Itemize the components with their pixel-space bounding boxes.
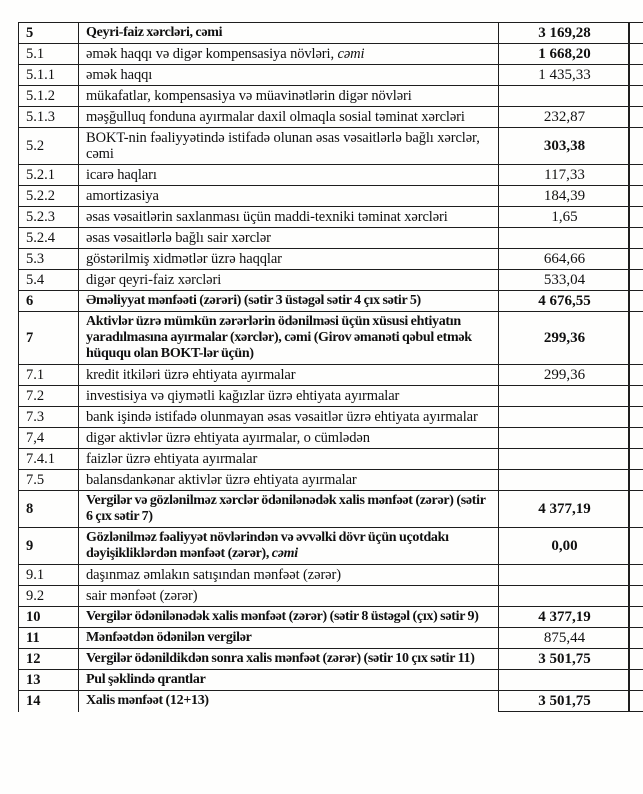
table-row [19, 207, 643, 228]
description-text: digər aktivlər üzrə ehtiyata ayırmalar, o cümlədən [86, 430, 370, 446]
description-text: bank işində istifadə olunmayan əsas vəsaitlər üzrə ehtiyata ayırmalar [86, 409, 478, 425]
row-amount-cell [499, 386, 643, 407]
row-amount-cell [499, 670, 643, 691]
row-amount-cell: 1,65 [499, 207, 643, 228]
row-number-cell: 7.1 [19, 365, 79, 386]
table-row [19, 449, 643, 470]
description-text: Vergilər və gözlənilməz xərclər ödənilənədək xalis mənfəət (zərər) (sətir 6 çıx sətir 7) [86, 493, 486, 524]
description-text: Vergilər ödənilənədək xalis mənfəət (zərər) (sətir 8 üstəgəl (çıx) sətir 9) [86, 609, 479, 624]
row-number-cell: 7.4.1 [19, 449, 79, 470]
row-number-cell: 5.1.2 [19, 86, 79, 107]
row-description-cell [79, 670, 499, 691]
row-amount-cell [499, 407, 643, 428]
row-number-cell: 9 [19, 528, 79, 565]
description-text: sair mənfəət (zərər) [86, 588, 198, 604]
description-text: Vergilər ödənildikdən sonra xalis mənfəət (zərər) (sətir 10 çıx sətir 11) [86, 651, 475, 666]
table-row [19, 165, 643, 186]
row-number-cell: 5.1.3 [19, 107, 79, 128]
row-amount-cell: 299,36 [499, 312, 643, 365]
row-description-cell [79, 586, 499, 607]
row-description-cell [79, 386, 499, 407]
table-row [19, 491, 643, 528]
table-row [19, 628, 643, 649]
row-amount-cell: 3 501,75 [499, 691, 643, 712]
description-text: daşınmaz əmlakın satışından mənfəət (zərər) [86, 567, 341, 583]
table-row [19, 528, 643, 565]
row-amount-cell: 4 377,19 [499, 491, 643, 528]
table-row [19, 65, 643, 86]
table-row [19, 565, 643, 586]
row-number-cell: 9.1 [19, 565, 79, 586]
table-row [19, 586, 643, 607]
row-amount-cell: 184,39 [499, 186, 643, 207]
table-row [19, 670, 643, 691]
description-text: Xalis mənfəət (12+13) [86, 693, 209, 709]
description-text: kredit itkiləri üzrə ehtiyata ayırmalar [86, 367, 296, 383]
row-number-cell: 5.2.1 [19, 165, 79, 186]
row-amount-cell [499, 428, 643, 449]
description-text: faizlər üzrə ehtiyata ayırmalar [86, 451, 258, 467]
description-text: Mənfəətdən ödənilən vergilər [86, 630, 252, 645]
row-description-cell [79, 107, 499, 128]
description-text: Aktivlər üzrə mümkün zərərlərin ödənilməsi üçün xüsusi ehtiyatın yaradılmasına ayırmalar (xərclər), cəmi (Girov əmanəti qəbul etmək hüququ olan BOKT-lər üçün) [86, 314, 472, 361]
row-number-cell: 5.4 [19, 270, 79, 291]
row-number-cell: 7.5 [19, 470, 79, 491]
table-row [19, 186, 643, 207]
row-number-cell: 5.3 [19, 249, 79, 270]
table-row [19, 407, 643, 428]
table-row [19, 44, 643, 65]
row-amount-cell [499, 470, 643, 491]
row-description-cell [79, 128, 499, 165]
row-description-cell [79, 228, 499, 249]
row-number-cell: 5.2 [19, 128, 79, 165]
row-description-cell [79, 165, 499, 186]
description-text: Pul şəklində qrantlar [86, 672, 206, 687]
table-row [19, 312, 643, 365]
row-description-cell [79, 207, 499, 228]
row-amount-cell: 533,04 [499, 270, 643, 291]
row-description-cell [79, 470, 499, 491]
description-text: amortizasiya [86, 188, 159, 204]
row-number-cell: 7.2 [19, 386, 79, 407]
row-description-cell [79, 291, 499, 312]
description-text: Əməliyyat mənfəəti (zərəri) (sətir 3 üstəgəl sətir 4 çıx sətir 5) [86, 293, 421, 308]
row-number-cell: 11 [19, 628, 79, 649]
row-description-cell [79, 270, 499, 291]
description-text: Qeyri-faiz xərcləri, cəmi [86, 25, 223, 40]
financial-statement-table-wrap [18, 22, 643, 712]
row-amount-cell [499, 586, 643, 607]
description-text: əsas vəsaitlərlə bağlı sair xərclər [86, 230, 271, 246]
row-amount-cell [499, 228, 643, 249]
row-description-cell [79, 565, 499, 586]
row-number-cell: 5 [19, 23, 79, 44]
row-number-cell: 8 [19, 491, 79, 528]
description-text: mükafatlar, kompensasiya və müavinətlərin digər növləri [86, 88, 412, 104]
row-description-cell [79, 23, 499, 44]
table-row [19, 365, 643, 386]
row-number-cell: 7.3 [19, 407, 79, 428]
row-amount-cell: 117,33 [499, 165, 643, 186]
row-description-cell [79, 607, 499, 628]
row-description-cell [79, 449, 499, 470]
row-number-cell: 5.2.4 [19, 228, 79, 249]
description-text: məşğulluq fonduna ayırmalar daxil olmaqla sosial təminat xərcləri [86, 109, 465, 125]
row-amount-cell [499, 86, 643, 107]
row-amount-cell [499, 449, 643, 470]
table-row [19, 23, 643, 44]
description-text: investisiya və qiymətli kağızlar üzrə ehtiyata ayırmalar [86, 388, 400, 404]
row-number-cell: 9.2 [19, 586, 79, 607]
description-text: BOKT-nin fəaliyyətində istifadə olunan əsas vəsaitlərlə bağlı xərclər, cəmi [86, 130, 480, 162]
table-row [19, 128, 643, 165]
description-text: icarə haqları [86, 167, 157, 183]
row-amount-cell: 3 169,28 [499, 23, 643, 44]
row-description-cell [79, 312, 499, 365]
table-row [19, 291, 643, 312]
table-row [19, 691, 643, 712]
row-amount-cell: 3 501,75 [499, 649, 643, 670]
row-number-cell: 10 [19, 607, 79, 628]
row-amount-cell: 1 435,33 [499, 65, 643, 86]
row-amount-cell: 303,38 [499, 128, 643, 165]
row-description-cell [79, 691, 499, 712]
row-number-cell: 5.2.2 [19, 186, 79, 207]
row-description-cell [79, 44, 499, 65]
row-description-cell [79, 491, 499, 528]
description-text: əmək haqqı [86, 67, 153, 83]
row-number-cell: 7,4 [19, 428, 79, 449]
row-description-cell [79, 186, 499, 207]
description-text: əmək haqqı və digər kompensasiya növləri, [86, 46, 338, 62]
row-description-cell [79, 249, 499, 270]
row-amount-cell: 232,87 [499, 107, 643, 128]
table-row [19, 86, 643, 107]
table-row [19, 270, 643, 291]
row-description-cell [79, 428, 499, 449]
description-text: balansdankənar aktivlər üzrə ehtiyata ayırmalar [86, 472, 357, 488]
table-row [19, 386, 643, 407]
row-description-cell [79, 365, 499, 386]
description-text: digər qeyri-faiz xərcləri [86, 272, 222, 288]
row-amount-cell: 4 377,19 [499, 607, 643, 628]
table-row [19, 107, 643, 128]
row-number-cell: 5.2.3 [19, 207, 79, 228]
row-amount-cell: 1 668,20 [499, 44, 643, 65]
description-text: Gözlənilməz fəaliyyət növlərindən və əvvəlki dövr üçün uçotdakı dəyişikliklərdən mənfəət (zərər), [86, 530, 449, 561]
description-text: göstərilmiş xidmətlər üzrə haqqlar [86, 251, 282, 267]
row-number-cell: 13 [19, 670, 79, 691]
row-amount-cell [499, 565, 643, 586]
row-amount-cell: 664,66 [499, 249, 643, 270]
row-description-cell [79, 649, 499, 670]
row-description-cell [79, 86, 499, 107]
table-row [19, 249, 643, 270]
table-body [19, 23, 643, 712]
row-description-cell [79, 628, 499, 649]
row-number-cell: 12 [19, 649, 79, 670]
row-description-cell [79, 528, 499, 565]
table-row [19, 649, 643, 670]
row-number-cell: 5.1.1 [19, 65, 79, 86]
row-description-cell [79, 65, 499, 86]
row-amount-cell: 299,36 [499, 365, 643, 386]
row-description-cell [79, 407, 499, 428]
row-amount-cell: 0,00 [499, 528, 643, 565]
row-amount-cell: 875,44 [499, 628, 643, 649]
table-row [19, 607, 643, 628]
row-number-cell: 6 [19, 291, 79, 312]
description-text: əsas vəsaitlərin saxlanması üçün maddi-texniki təminat xərcləri [86, 209, 448, 225]
table-row [19, 428, 643, 449]
description-italic-suffix: cəmi [271, 546, 298, 561]
description-italic-suffix: cəmi [337, 46, 365, 62]
row-amount-cell: 4 676,55 [499, 291, 643, 312]
row-number-cell: 14 [19, 691, 79, 712]
row-number-cell: 5.1 [19, 44, 79, 65]
value-column-right-border [628, 22, 630, 712]
table-row [19, 470, 643, 491]
income-statement-table [18, 22, 643, 712]
row-number-cell: 7 [19, 312, 79, 365]
table-row [19, 228, 643, 249]
